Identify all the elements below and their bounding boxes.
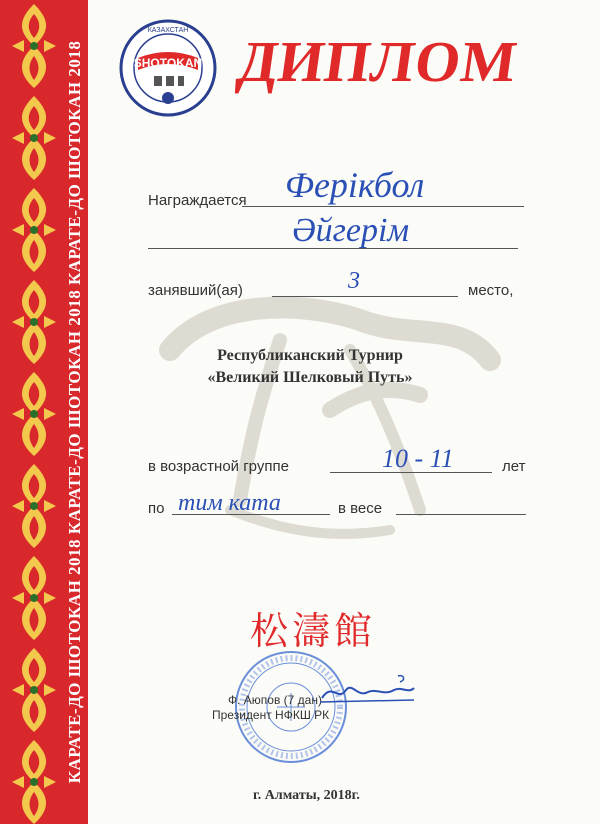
place-line bbox=[272, 296, 458, 297]
recipient-surname: Ферікбол bbox=[285, 165, 425, 205]
signer-name: Ф. Аюпов (7 дан) bbox=[228, 693, 322, 707]
diploma-title: ДИПЛОМ bbox=[233, 29, 522, 94]
band-vertical-text-box bbox=[62, 0, 88, 824]
age-suffix: лет bbox=[502, 458, 526, 475]
category-value: тим ката bbox=[178, 490, 281, 516]
recipient-first-name: Әйгерім bbox=[292, 212, 410, 249]
place-suffix: место, bbox=[468, 282, 514, 299]
weight-line bbox=[396, 514, 526, 515]
signature bbox=[318, 672, 418, 708]
age-label: в возрастной группе bbox=[148, 458, 289, 475]
logo-top-text: КАЗАХСТАН bbox=[147, 27, 189, 34]
age-value: 10 - 11 bbox=[382, 444, 454, 473]
shotokan-logo bbox=[118, 18, 218, 118]
ornamental-band bbox=[0, 0, 88, 824]
weight-label: в весе bbox=[338, 500, 383, 517]
logo-main-text: SHOTOKAN bbox=[133, 56, 203, 70]
shotokan-kanji: 松濤館 bbox=[250, 609, 377, 653]
tournament-line-1: Республиканский Турнир bbox=[217, 347, 403, 364]
city-year: г. Алматы, 2018г. bbox=[253, 788, 360, 803]
watermark-figure bbox=[130, 280, 510, 600]
place-label: занявший(ая) bbox=[148, 282, 243, 299]
band-vertical-text: КАРАТЕ-ДО ШОТОКАН 2018 КАРАТЕ-ДО ШОТОКАН 2018 КАРАТЕ-ДО ШОТОКАН 2018 bbox=[65, 40, 84, 784]
place-value: 3 bbox=[348, 268, 360, 294]
ornament-pattern bbox=[8, 0, 60, 824]
awarded-label: Награждается bbox=[148, 192, 247, 209]
tournament-line-2: «Великий Шелковый Путь» bbox=[207, 369, 413, 386]
by-label: по bbox=[148, 500, 165, 517]
name-line-1 bbox=[242, 206, 524, 207]
signer-title: Президент НФКШ РК bbox=[212, 708, 330, 722]
tournament-name bbox=[120, 345, 500, 389]
